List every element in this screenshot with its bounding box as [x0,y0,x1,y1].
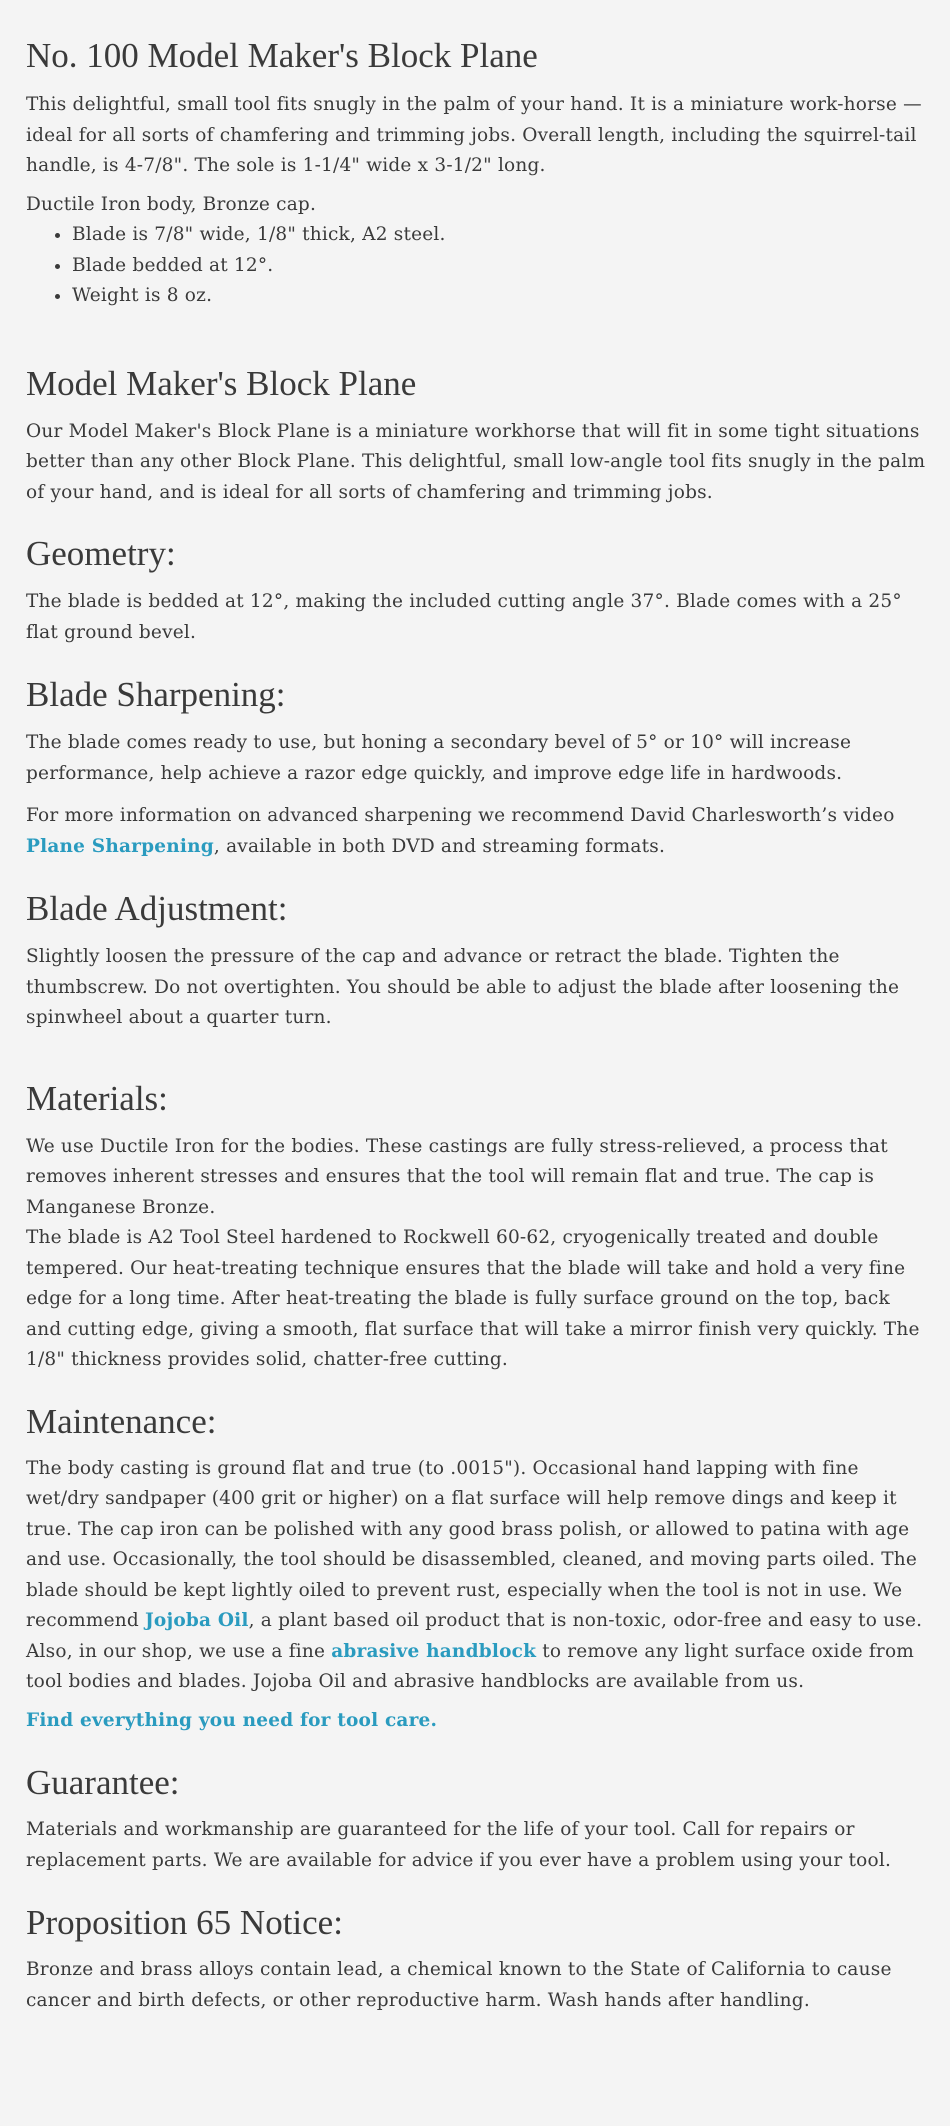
sharpening-paragraph: The blade comes ready to use, but honing a secondary bevel of 5° or 10° will increase performance, help achieve a razor edge quickly, and improve edge life in hardwoods. [26,732,852,784]
spec-item-blade-size: • Blade is 7/8" wide, 1/8" thick, A2 steel. [72,220,926,251]
materials-paragraph-body: We use Ductile Iron for the bodies. These castings are fully stress-relieved, a process that removes inherent stresses and ensures that the tool will remain flat and true. The cap is Manganese Bronze. [26,1135,888,1218]
adjustment-paragraph: Slightly loosen the pressure of the cap and advance or retract the blade. Tighten the thumbscrew. Do not overtighten. You should be able to adjust the blade after loosening the spinwheel about a quarter turn. [26,946,900,1028]
abrasive-handblock-link[interactable]: abrasive handblock [331,1640,537,1662]
sharpening-video-paragraph [26,801,926,862]
model-heading: Model Maker's Block Plane [26,363,417,403]
spec-item-weight: • Weight is 8 oz. [72,281,926,312]
guarantee-section [26,1763,926,1876]
sharpening-video-text: For more information on advanced sharpening we recommend David Charlesworth’s video [26,805,895,826]
adjustment-section [26,889,926,1034]
maintenance-text-c: to remove any light surface oxide from tool bodies and blades. Jojoba Oil and abrasive handblocks are available from us. [26,1640,915,1692]
maintenance-text-a: The body casting is ground flat and true (to .0015"). Occasional hand lapping with fine wet/dry sandpaper (400 grit or higher) on a flat surface will help remove dings and keep it true. The cap iron can be polished with any good brass polish, or allowed to patina with age and use. Occasionally, the tool should be disassembled, cleaned, and moving parts oiled. The blade should be kept lightly oiled to prevent rust, especially when the tool is not in use. We recommend [26,1457,918,1631]
materials-heading: Materials: [26,1078,168,1118]
prop65-section [26,1903,926,2016]
jojoba-oil-link[interactable]: Jojoba Oil [144,1610,249,1631]
model-paragraph: Our Model Maker's Block Plane is a miniature workhorse that will fit in some tight situations better than any other Block Plane. This delightful, small low-angle tool fits snugly in the palm of your hand, and is ideal for all sorts of chamfering and trimming jobs. [26,420,926,503]
guarantee-paragraph: Materials and workmanship are guaranteed for the life of your tool. Call for repairs or replacement parts. We are available for advice if you ever have a problem using your tool. [26,1819,892,1871]
adjustment-heading: Blade Adjustment: [26,889,288,928]
sharpening-section [26,675,926,862]
materials-summary: Ductile Iron body, Bronze cap. [26,193,317,215]
spec-list [26,220,926,312]
materials-section [26,1079,926,1376]
intro-paragraph: This delightful, small tool fits snugly in the palm of your hand. It is a miniature work-horse — ideal for all sorts of chamfering and trimming jobs. Overall length, including the squirrel-tail handle, is 4-7/8". The sole is 1-1/4" wide x 3-1/2" long. [26,94,922,176]
tool-care-paragraph [26,1706,926,1737]
guarantee-heading: Guarantee: [26,1763,180,1802]
prop65-paragraph: Bronze and brass alloys contain lead, a chemical known to the State of California to cause cancer and birth defects, or other reproductive harm. Wash hands after handling. [26,1959,892,2011]
maintenance-section [26,1402,926,1737]
geometry-paragraph: The blade is bedded at 12°, making the included cutting angle 37°. Blade comes with a 25° flat ground bevel. [26,591,902,643]
maintenance-paragraph [26,1454,926,1698]
sharpening-heading: Blade Sharpening: [26,675,286,714]
page-title: No. 100 Model Maker's Block Plane [26,36,538,75]
geometry-heading: Geometry: [26,534,176,573]
tool-care-link[interactable]: Find everything you need for tool care. [26,1709,438,1731]
prop65-heading: Proposition 65 Notice: [26,1903,343,1942]
model-section [26,364,926,509]
intro-section [26,36,926,312]
sharpening-video-text-end: , available in both DVD and streaming formats. [213,835,666,857]
plane-sharpening-link[interactable]: Plane Sharpening [26,835,214,857]
geometry-section [26,534,926,648]
maintenance-heading: Maintenance: [26,1401,217,1441]
materials-paragraph-blade: The blade is A2 Tool Steel hardened to Rockwell 60-62, cryogenically treated and double tempered. Our heat-treating technique ensures that the blade will take and hold a very fine edge for a long time. After heat-treating the blade is fully surface ground on the top, back and cutting edge, giving a smooth, flat surface that will take a mirror finish very quickly. The 1/8" thickness provides solid, chatter-free cutting. [26,1227,920,1370]
maintenance-text-b: , a plant based oil product that is non-toxic, odor-free and easy to use. Also, in our shop, we use a fine [26,1610,923,1662]
spec-item-bed-angle: • Blade bedded at 12°. [72,251,926,282]
